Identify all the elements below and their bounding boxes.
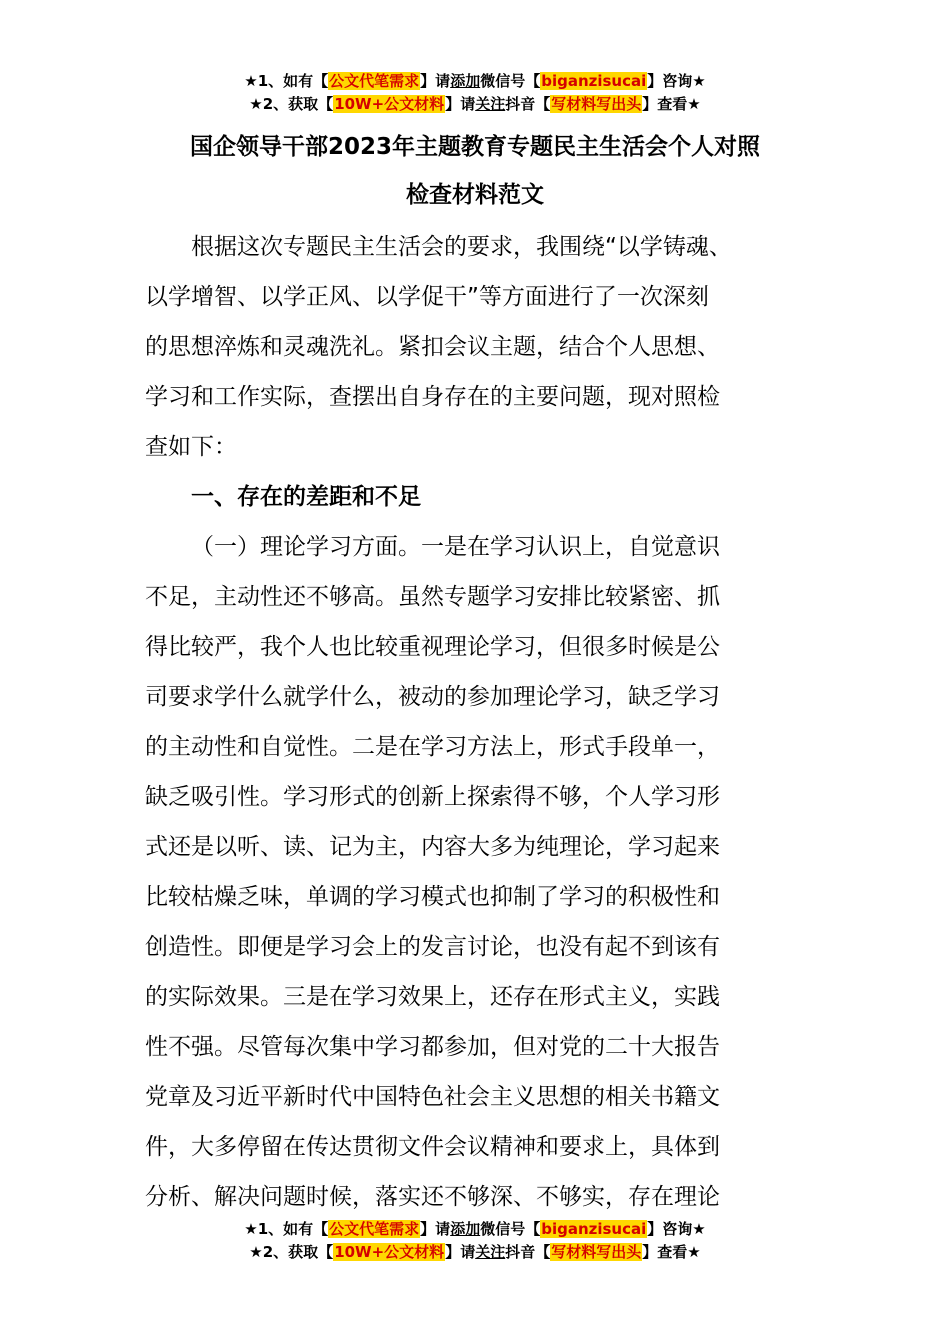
promo-highlight: 10W+公文材料 [334, 1243, 445, 1261]
body-line: 的思想淬炼和灵魂洗礼。紧扣会议主题，结合个人思想、 [145, 334, 720, 360]
promo-highlight: 10W+公文材料 [334, 95, 445, 113]
promo-line-1 [0, 70, 950, 93]
body-line: 性不强。尽管每次集中学习都参加，但对党的二十大报告 [145, 1034, 720, 1060]
promo-highlight: biganzisucai [541, 72, 647, 90]
promo-text: 】请 [420, 72, 451, 90]
promo-highlight: 公文代笔需求 [329, 1220, 420, 1238]
promo-text: 】请 [445, 95, 476, 113]
promo-text: 】咨询★ [647, 72, 706, 90]
document-title-line-1: 国企领导干部2023年主题教育专题民主生活会个人对照 [189, 134, 760, 160]
promo-line-2 [0, 93, 950, 116]
body-line: 学习和工作实际，查摆出自身存在的主要问题，现对照检 [145, 384, 720, 410]
promo-underline: 添加 [450, 72, 481, 90]
body-line: 党章及习近平新时代中国特色社会主义思想的相关书籍文 [145, 1084, 720, 1110]
promo-banner-top [0, 70, 950, 116]
body-line: 司要求学什么就学什么，被动的参加理论学习，缺乏学习 [145, 684, 720, 710]
body-line: 缺乏吸引性。学习形式的创新上探索得不够，个人学习形 [145, 784, 720, 810]
promo-banner-bottom [0, 1218, 950, 1264]
promo-line-2 [0, 1241, 950, 1264]
body-line: 不足，主动性还不够高。虽然专题学习安排比较紧密、抓 [145, 584, 720, 610]
promo-text: 抖音【 [505, 1243, 551, 1261]
body-line: 根据这次专题民主生活会的要求，我围绕“以学铸魂、 [191, 234, 732, 260]
promo-text: 抖音【 [505, 95, 551, 113]
promo-text: 微信号【 [480, 1220, 541, 1238]
promo-text: 】查看★ [642, 1243, 701, 1261]
document-body [145, 222, 820, 1222]
promo-text: 】咨询★ [647, 1220, 706, 1238]
body-line: 的实际效果。三是在学习效果上，还存在形式主义，实践 [145, 984, 720, 1010]
promo-text: ★2、获取【 [249, 1243, 334, 1261]
body-line: 以学增智、以学正风、以学促干”等方面进行了一次深刻 [145, 284, 709, 310]
promo-text: ★2、获取【 [249, 95, 334, 113]
body-line: （一）理论学习方面。一是在学习认识上，自觉意识 [191, 534, 720, 560]
body-line: 分析、解决问题时候，落实还不够深、不够实，存在理论 [145, 1184, 720, 1210]
promo-text: 微信号【 [480, 72, 541, 90]
body-line: 查如下： [145, 434, 237, 460]
document-title-line-2: 检查材料范文 [406, 182, 544, 208]
promo-text: ★1、如有【 [244, 1220, 329, 1238]
promo-text: ★1、如有【 [244, 72, 329, 90]
promo-underline: 关注 [475, 1243, 506, 1261]
body-line: 的主动性和自觉性。二是在学习方法上，形式手段单一， [145, 734, 720, 760]
section-heading: 一、存在的差距和不足 [191, 484, 421, 510]
promo-text: 】请 [445, 1243, 476, 1261]
promo-highlight: 写材料写出头 [551, 1243, 642, 1261]
body-line: 创造性。即便是学习会上的发言讨论，也没有起不到该有 [145, 934, 720, 960]
promo-underline: 添加 [450, 1220, 481, 1238]
promo-highlight: 公文代笔需求 [329, 72, 420, 90]
promo-line-1 [0, 1218, 950, 1241]
promo-text: 】请 [420, 1220, 451, 1238]
promo-highlight: 写材料写出头 [551, 95, 642, 113]
promo-underline: 关注 [475, 95, 506, 113]
body-line: 得比较严，我个人也比较重视理论学习，但很多时候是公 [145, 634, 720, 660]
promo-text: 】查看★ [642, 95, 701, 113]
body-line: 件，大多停留在传达贯彻文件会议精神和要求上，具体到 [145, 1134, 720, 1160]
body-line: 式还是以听、读、记为主，内容大多为纯理论，学习起来 [145, 834, 720, 860]
body-line: 比较枯燥乏味，单调的学习模式也抑制了学习的积极性和 [145, 884, 720, 910]
promo-highlight: biganzisucai [541, 1220, 647, 1238]
